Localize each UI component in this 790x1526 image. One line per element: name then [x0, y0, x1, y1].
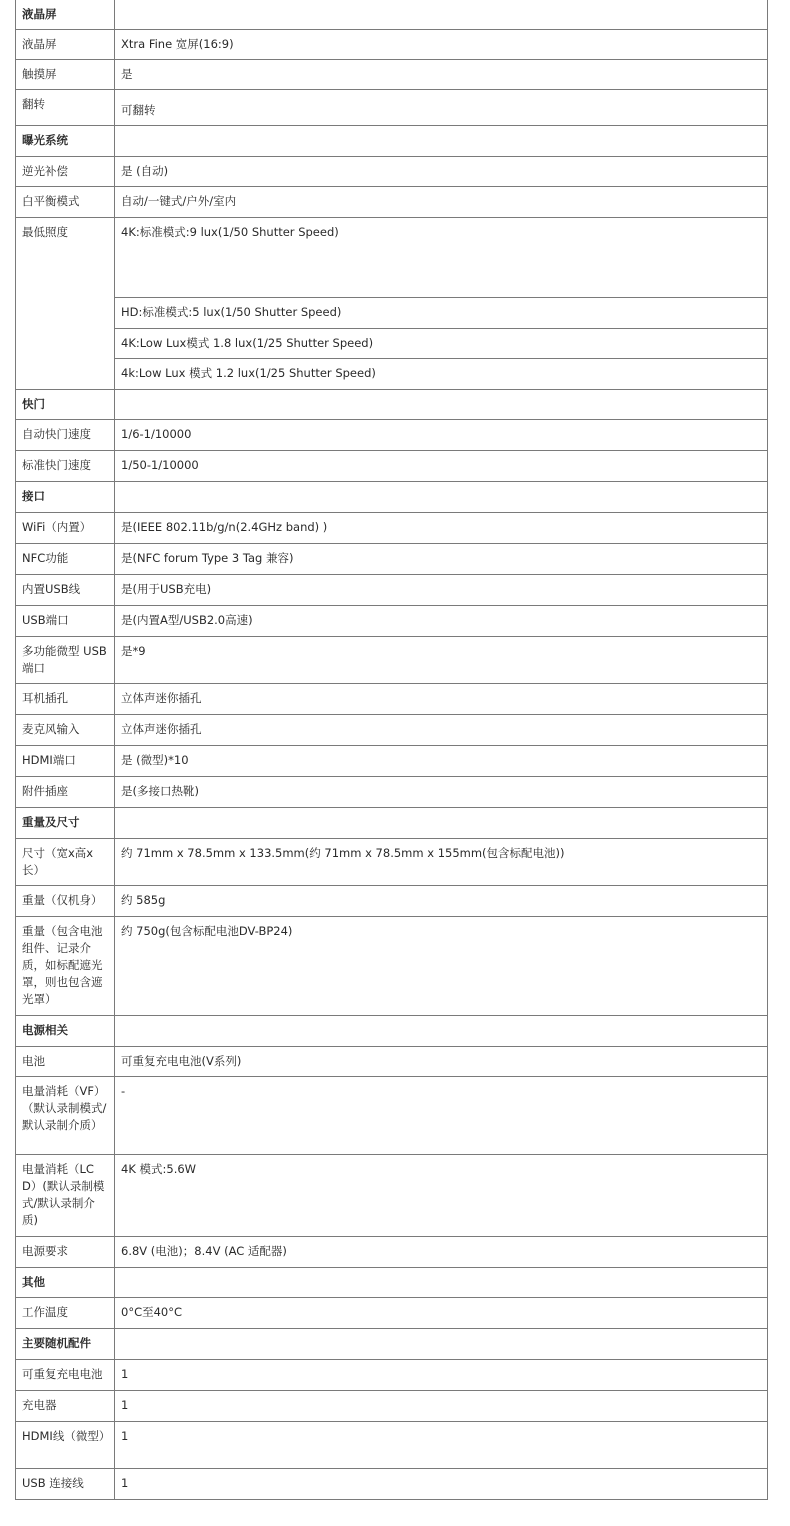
spec-row: [16, 1391, 768, 1422]
section-empty-cell: [115, 1268, 768, 1298]
spec-value: 是(NFC forum Type 3 Tag 兼容): [115, 544, 768, 575]
spec-label: 最低照度: [16, 218, 115, 390]
spec-row: [16, 359, 768, 390]
spec-row: [16, 30, 768, 60]
spec-value: 约 585g: [115, 886, 768, 917]
spec-label: 触摸屏: [16, 60, 115, 90]
spec-row: [16, 544, 768, 575]
spec-value: Xtra Fine 宽屏(16:9): [115, 30, 768, 60]
spec-row: [16, 1155, 768, 1237]
spec-row: [16, 684, 768, 715]
spec-value: 4K:Low Lux模式 1.8 lux(1/25 Shutter Speed): [115, 329, 768, 359]
spec-label: HDMI端口: [16, 746, 115, 777]
section-title: 接口: [16, 482, 115, 513]
spec-label: 电源要求: [16, 1237, 115, 1268]
spec-row: [16, 60, 768, 90]
spec-table-body: [16, 0, 768, 1500]
spec-value: 可翻转: [115, 90, 768, 126]
spec-row: [16, 777, 768, 808]
section-empty-cell: [115, 0, 768, 30]
spec-value: 4K:标准模式:9 lux(1/50 Shutter Speed): [115, 218, 768, 298]
spec-value: 是(IEEE 802.11b/g/n(2.4GHz band) ): [115, 513, 768, 544]
spec-label: 电量消耗（VF）（默认录制模式/默认录制介质）: [16, 1077, 115, 1155]
spec-label: 可重复充电电池: [16, 1360, 115, 1391]
spec-value: 是*9: [115, 637, 768, 684]
spec-value: 可重复充电电池(V系列): [115, 1047, 768, 1077]
spec-value: 立体声迷你插孔: [115, 715, 768, 746]
spec-row: [16, 715, 768, 746]
spec-value: 是 (微型)*10: [115, 746, 768, 777]
spec-table: [15, 0, 768, 1500]
section-empty-cell: [115, 390, 768, 420]
spec-value: 立体声迷你插孔: [115, 684, 768, 715]
spec-label: 自动快门速度: [16, 420, 115, 451]
spec-value: 是: [115, 60, 768, 90]
spec-row: [16, 420, 768, 451]
spec-label: 附件插座: [16, 777, 115, 808]
section-empty-cell: [115, 1329, 768, 1360]
spec-label: 充电器: [16, 1391, 115, 1422]
section-header-row: [16, 0, 768, 30]
spec-value: HD:标准模式:5 lux(1/50 Shutter Speed): [115, 298, 768, 329]
section-header-row: [16, 390, 768, 420]
spec-value: 0°C至40°C: [115, 1298, 768, 1329]
section-empty-cell: [115, 1016, 768, 1047]
spec-row: [16, 1298, 768, 1329]
spec-label: 白平衡模式: [16, 187, 115, 218]
section-title: 重量及尺寸: [16, 808, 115, 839]
spec-label: 电池: [16, 1047, 115, 1077]
spec-row: [16, 187, 768, 218]
spec-value: 是(用于USB充电): [115, 575, 768, 606]
spec-label: 翻转: [16, 90, 115, 126]
section-title: 液晶屏: [16, 0, 115, 30]
spec-row: [16, 329, 768, 359]
spec-value: 是(多接口热靴): [115, 777, 768, 808]
spec-label: 麦克风输入: [16, 715, 115, 746]
section-title: 电源相关: [16, 1016, 115, 1047]
spec-row: [16, 1360, 768, 1391]
spec-row: [16, 917, 768, 1016]
spec-value: 4K 模式:5.6W: [115, 1155, 768, 1237]
section-header-row: [16, 1329, 768, 1360]
spec-row: [16, 218, 768, 298]
section-header-row: [16, 1268, 768, 1298]
spec-row: [16, 606, 768, 637]
spec-value: 4k:Low Lux 模式 1.2 lux(1/25 Shutter Speed): [115, 359, 768, 390]
spec-row: [16, 1422, 768, 1469]
spec-value: 约 750g(包含标配电池DV-BP24): [115, 917, 768, 1016]
section-title: 其他: [16, 1268, 115, 1298]
spec-value: 1: [115, 1391, 768, 1422]
spec-row: [16, 1077, 768, 1155]
spec-label: 标准快门速度: [16, 451, 115, 482]
spec-label: USB 连接线: [16, 1469, 115, 1500]
spec-value: 1/50-1/10000: [115, 451, 768, 482]
section-empty-cell: [115, 482, 768, 513]
spec-row: [16, 886, 768, 917]
spec-label: 重量（仅机身）: [16, 886, 115, 917]
spec-label: 电量消耗（LCD）(默认录制模式/默认录制介质): [16, 1155, 115, 1237]
spec-label: 耳机插孔: [16, 684, 115, 715]
section-title: 主要随机配件: [16, 1329, 115, 1360]
spec-label: 内置USB线: [16, 575, 115, 606]
section-header-row: [16, 126, 768, 157]
section-empty-cell: [115, 126, 768, 157]
section-title: 快门: [16, 390, 115, 420]
spec-value: 自动/一键式/户外/室内: [115, 187, 768, 218]
spec-label: USB端口: [16, 606, 115, 637]
spec-row: [16, 298, 768, 329]
spec-label: 工作温度: [16, 1298, 115, 1329]
spec-value: 6.8V (电池)；8.4V (AC 适配器): [115, 1237, 768, 1268]
spec-label: NFC功能: [16, 544, 115, 575]
spec-label: 液晶屏: [16, 30, 115, 60]
spec-value: 是(内置A型/USB2.0高速): [115, 606, 768, 637]
spec-row: [16, 1237, 768, 1268]
spec-label: HDMI线（微型）: [16, 1422, 115, 1469]
spec-row: [16, 1047, 768, 1077]
spec-row: [16, 746, 768, 777]
spec-label: 重量（包含电池组件、记录介质，如标配遮光罩，则也包含遮光罩）: [16, 917, 115, 1016]
spec-label: 多功能微型 USB 端口: [16, 637, 115, 684]
spec-label: 逆光补偿: [16, 157, 115, 187]
spec-value: 1/6-1/10000: [115, 420, 768, 451]
spec-label: 尺寸（宽x高x长）: [16, 839, 115, 886]
spec-value: 1: [115, 1422, 768, 1469]
spec-label: WiFi（内置）: [16, 513, 115, 544]
spec-value: 1: [115, 1360, 768, 1391]
spec-value: 1: [115, 1469, 768, 1500]
spec-row: [16, 575, 768, 606]
section-header-row: [16, 1016, 768, 1047]
spec-row: [16, 1469, 768, 1500]
spec-value: -: [115, 1077, 768, 1155]
spec-row: [16, 839, 768, 886]
spec-row: [16, 451, 768, 482]
section-empty-cell: [115, 808, 768, 839]
spec-row: [16, 157, 768, 187]
section-header-row: [16, 808, 768, 839]
spec-value: 约 71mm x 78.5mm x 133.5mm(约 71mm x 78.5mm x 155mm(包含标配电池)): [115, 839, 768, 886]
spec-value: 是 (自动): [115, 157, 768, 187]
spec-row: [16, 637, 768, 684]
section-header-row: [16, 482, 768, 513]
section-title: 曝光系统: [16, 126, 115, 157]
spec-row: [16, 513, 768, 544]
spec-row: [16, 90, 768, 126]
